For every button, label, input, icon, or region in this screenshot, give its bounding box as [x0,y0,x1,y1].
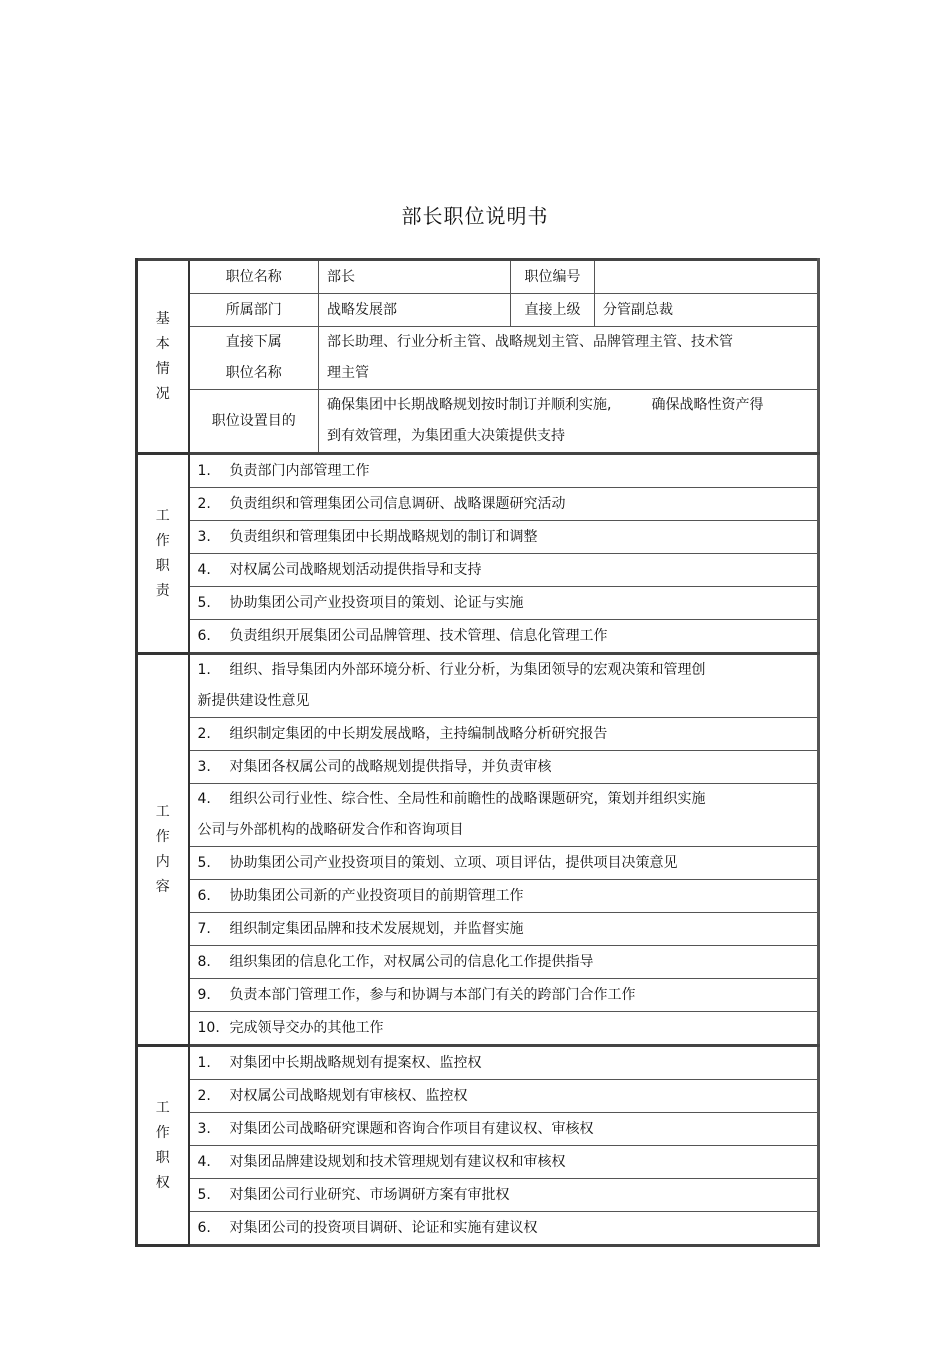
item-number: 5. [197,595,211,611]
item-number: 9. [197,987,211,1003]
job-description-table [135,258,820,1247]
item-text: 对集团中长期战略规划有提案权、监控权 [229,1055,482,1071]
list-item [137,1179,819,1212]
item-number: 6. [197,888,211,904]
item-text: 协助集团公司新的产业投资项目的前期管理工作 [229,888,524,904]
basic-row-position [137,260,819,294]
department-label: 所属部门 [189,294,319,327]
duties-item [189,620,819,654]
list-item [137,554,819,587]
item-text: 对集团公司行业研究、市场调研方案有审批权 [229,1187,510,1203]
list-item [137,1046,819,1080]
list-item [137,1080,819,1113]
list-item [137,979,819,1012]
item-number: 1. [197,463,211,479]
basic-row-subordinates [137,327,819,390]
position-name-label: 职位名称 [189,260,319,294]
item-number: 4. [197,1154,211,1170]
content-item [189,979,819,1012]
item-text: 协助集团公司产业投资项目的策划、立项、项目评估，提供项目决策意见 [229,855,678,871]
authority-item [189,1179,819,1212]
authority-item [189,1046,819,1080]
duties-item [189,587,819,620]
duties-item [189,554,819,587]
purpose-value: 确保集团中长期战略规划按时制订并顺利实施, 确保战略性资产得 到有效管理，为集团重大决策提供支持 [319,390,819,454]
position-code-value [595,260,819,294]
item-text: 负责本部门管理工作，参与和协调与本部门有关的跨部门合作工作 [229,987,636,1003]
content-item [189,784,819,847]
item-number: 2. [197,1088,211,1104]
item-number: 3. [197,759,211,775]
list-item [137,521,819,554]
section-label-basic: 基 本 情 况 [137,260,189,454]
list-item [137,847,819,880]
direct-superior-value: 分管副总裁 [595,294,819,327]
content-item [189,718,819,751]
item-text: 对集团各权属公司的战略规划提供指导，并负责审核 [229,759,552,775]
list-item [137,587,819,620]
item-number: 5. [197,855,211,871]
item-text-continued: 新提供建设性意见 [197,693,310,709]
item-text: 组织、指导集团内外部环境分析、行业分析，为集团领导的宏观决策和管理创 [229,662,706,678]
authority-item [189,1146,819,1179]
list-item [137,784,819,847]
authority-item [189,1212,819,1246]
position-code-label: 职位编号 [511,260,595,294]
item-text: 组织集团的信息化工作，对权属公司的信息化工作提供指导 [229,954,594,970]
item-number: 1. [197,1055,211,1071]
duties-item [189,454,819,488]
position-name-value: 部长 [319,260,511,294]
list-item [137,751,819,784]
content-item [189,913,819,946]
item-text: 对集团公司的投资项目调研、论证和实施有建议权 [229,1220,538,1236]
basic-row-purpose [137,390,819,454]
item-number: 1. [197,662,211,678]
item-number: 7. [197,921,211,937]
list-item [137,913,819,946]
list-item [137,620,819,654]
item-text: 完成领导交办的其他工作 [229,1020,384,1036]
list-item [137,1012,819,1046]
item-text-continued: 公司与外部机构的战略研发合作和咨询项目 [197,822,464,838]
authority-section [137,1046,819,1246]
item-text: 组织制定集团品牌和技术发展规划，并监督实施 [229,921,524,937]
item-number: 8. [197,954,211,970]
content-item [189,654,819,718]
subordinates-label: 直接下属 职位名称 [189,327,319,390]
item-text: 负责部门内部管理工作 [229,463,370,479]
content-section [137,654,819,1046]
list-item [137,718,819,751]
duties-item [189,521,819,554]
item-number: 6. [197,628,211,644]
authority-item [189,1080,819,1113]
item-number: 5. [197,1187,211,1203]
item-text: 对权属公司战略规划有审核权、监控权 [229,1088,468,1104]
list-item [137,454,819,488]
content-item [189,847,819,880]
item-text: 对集团公司战略研究课题和咨询合作项目有建议权、审核权 [229,1121,594,1137]
list-item [137,654,819,718]
content-item [189,880,819,913]
subordinates-value: 部长助理、行业分析主管、战略规划主管、品牌管理主管、技术管 理主管 [319,327,819,390]
list-item [137,488,819,521]
item-number: 4. [197,562,211,578]
item-number: 6. [197,1220,211,1236]
item-number: 2. [197,496,211,512]
item-text: 组织公司行业性、综合性、全局性和前瞻性的战略课题研究，策划并组织实施 [229,791,706,807]
duties-item [189,488,819,521]
item-text: 负责组织开展集团公司品牌管理、技术管理、信息化管理工作 [229,628,608,644]
list-item [137,1146,819,1179]
item-text: 负责组织和管理集团公司信息调研、战略课题研究活动 [229,496,566,512]
authority-item [189,1113,819,1146]
basic-row-department [137,294,819,327]
item-text: 负责组织和管理集团中长期战略规划的制订和调整 [229,529,538,545]
section-label-authority: 工 作 职 权 [137,1046,189,1246]
list-item [137,880,819,913]
department-value: 战略发展部 [319,294,511,327]
direct-superior-label: 直接上级 [511,294,595,327]
purpose-label: 职位设置目的 [189,390,319,454]
section-label-duties: 工 作 职 责 [137,454,189,654]
item-text: 对权属公司战略规划活动提供指导和支持 [229,562,482,578]
item-text: 组织制定集团的中长期发展战略，主持编制战略分析研究报告 [229,726,608,742]
item-number: 3. [197,529,211,545]
content-item [189,1012,819,1046]
list-item [137,1212,819,1246]
content-item [189,751,819,784]
item-text: 对集团品牌建设规划和技术管理规划有建议权和审核权 [229,1154,566,1170]
content-item [189,946,819,979]
item-text: 协助集团公司产业投资项目的策划、论证与实施 [229,595,524,611]
duties-section [137,454,819,654]
list-item [137,1113,819,1146]
item-number: 2. [197,726,211,742]
section-label-content: 工 作 内 容 [137,654,189,1046]
page-title: 部长职位说明书 [401,204,549,228]
item-number: 4. [197,791,211,807]
item-number: 3. [197,1121,211,1137]
item-number: 10. [197,1020,220,1036]
list-item [137,946,819,979]
